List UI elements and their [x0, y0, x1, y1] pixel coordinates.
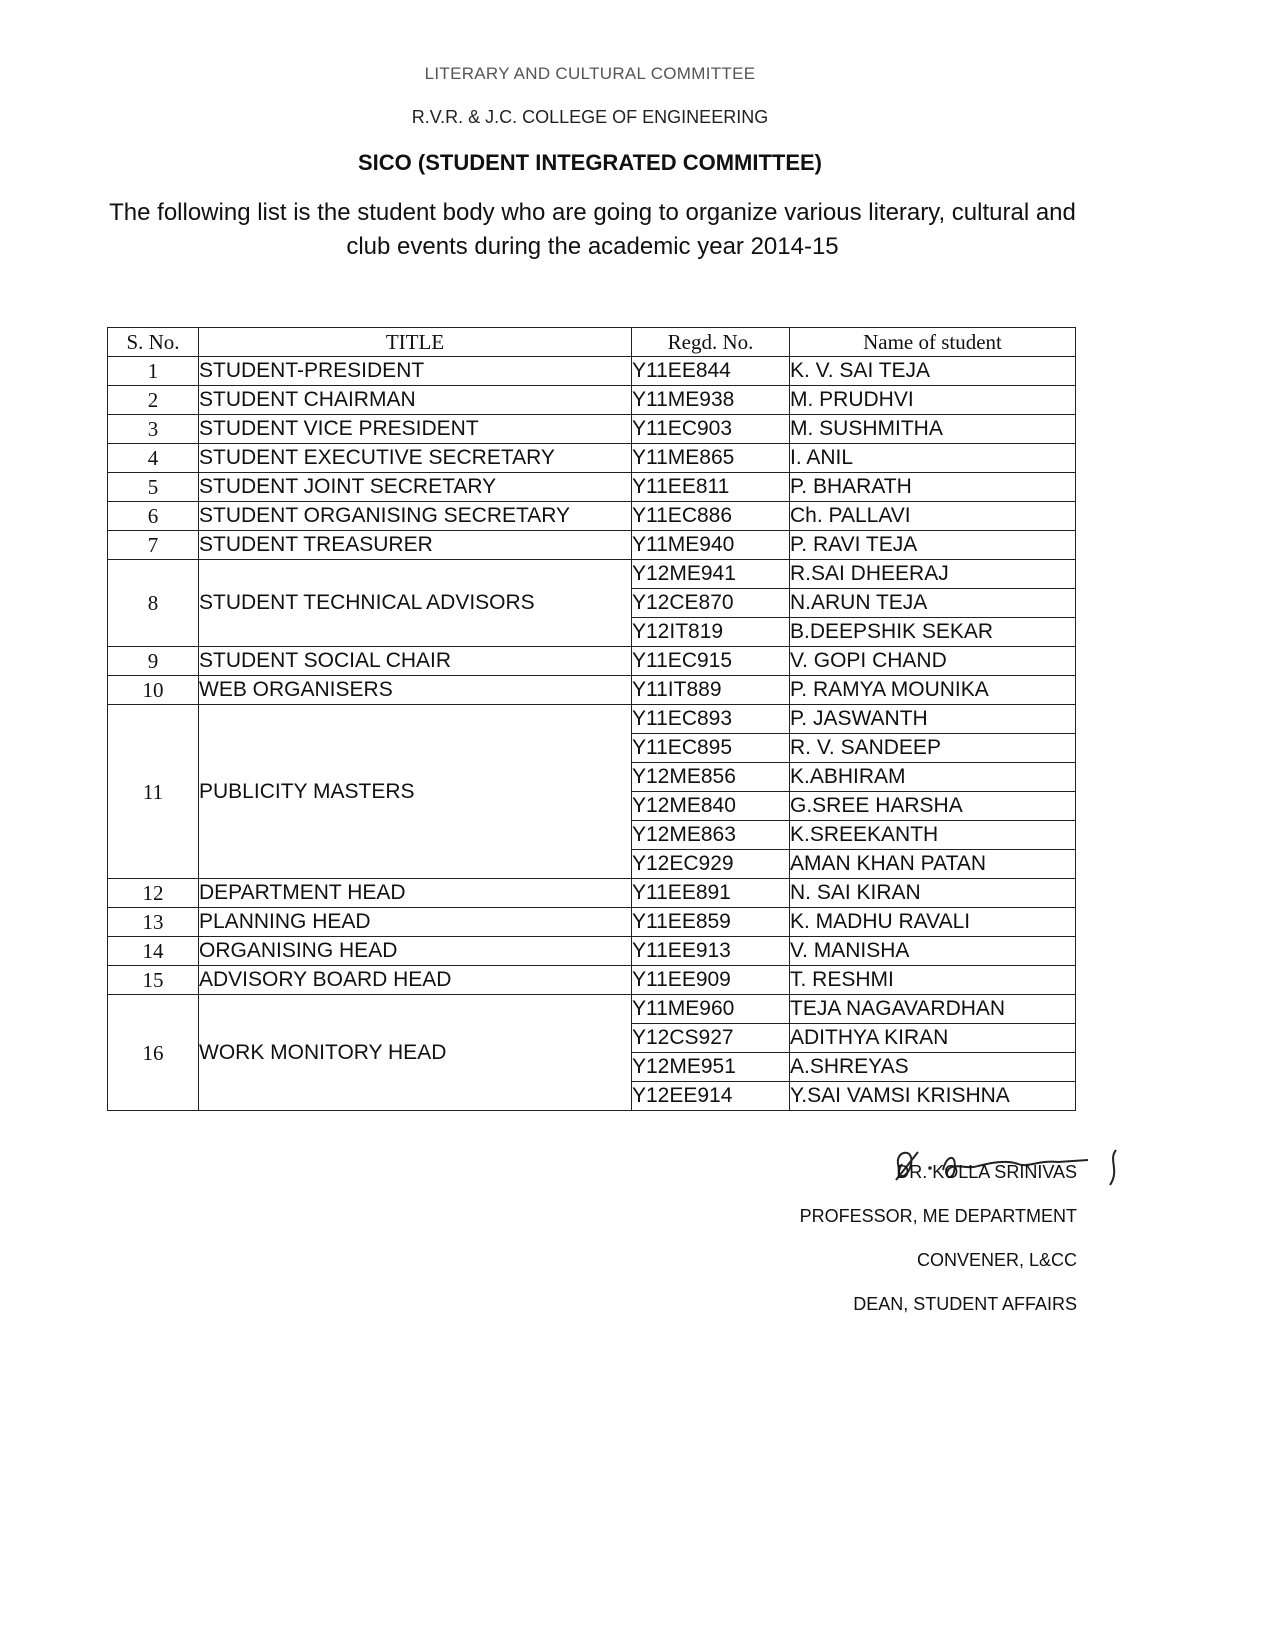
sno-cell: 1 [108, 357, 199, 386]
sno-cell: 6 [108, 502, 199, 531]
title-cell: STUDENT TREASURER [199, 531, 632, 560]
table-header-row [108, 328, 1076, 357]
title-cell: WEB ORGANISERS [199, 676, 632, 705]
regd-no-cell: Y11EE909 [632, 966, 790, 995]
title-cell: PUBLICITY MASTERS [199, 705, 632, 879]
student-name-cell: V. MANISHA [790, 937, 1076, 966]
student-name-cell: B.DEEPSHIK SEKAR [790, 618, 1076, 647]
title-cell: STUDENT CHAIRMAN [199, 386, 632, 415]
table-row [108, 937, 1076, 966]
table-row [108, 995, 1076, 1024]
sno-cell: 15 [108, 966, 199, 995]
title-cell: ADVISORY BOARD HEAD [199, 966, 632, 995]
table-row [108, 531, 1076, 560]
regd-no-cell: Y11IT889 [632, 676, 790, 705]
sno-cell: 9 [108, 647, 199, 676]
regd-no-cell: Y11EC903 [632, 415, 790, 444]
regd-no-cell: Y12CS927 [632, 1024, 790, 1053]
student-name-cell: Y.SAI VAMSI KRISHNA [790, 1082, 1076, 1111]
table-body [108, 357, 1076, 1111]
regd-no-cell: Y11EC893 [632, 705, 790, 734]
title-cell: STUDENT ORGANISING SECRETARY [199, 502, 632, 531]
table-row [108, 966, 1076, 995]
regd-no-cell: Y11EE913 [632, 937, 790, 966]
signatory-block [800, 1150, 1077, 1326]
student-name-cell: K.ABHIRAM [790, 763, 1076, 792]
title-cell: STUDENT TECHNICAL ADVISORS [199, 560, 632, 647]
signatory-designation: PROFESSOR, ME DEPARTMENT [799, 1206, 1077, 1226]
student-name-cell: ADITHYA KIRAN [790, 1024, 1076, 1053]
regd-no-cell: Y12EE914 [632, 1082, 790, 1111]
regd-no-cell: Y11ME960 [632, 995, 790, 1024]
student-name-cell: R.SAI DHEERAJ [790, 560, 1076, 589]
student-name-cell: P. JASWANTH [790, 705, 1076, 734]
student-name-cell: A.SHREYAS [790, 1053, 1076, 1082]
student-name-cell: K. V. SAI TEJA [790, 357, 1076, 386]
student-name-cell: AMAN KHAN PATAN [790, 850, 1076, 879]
regd-no-cell: Y12ME863 [632, 821, 790, 850]
college-heading: R.V.R. & J.C. COLLEGE OF ENGINEERING [411, 107, 769, 127]
title-cell: STUDENT VICE PRESIDENT [199, 415, 632, 444]
student-name-cell: K. MADHU RAVALI [790, 908, 1076, 937]
sno-cell: 5 [108, 473, 199, 502]
signatory-name: DR. KOLLA SRINIVAS [896, 1162, 1077, 1182]
sno-cell: 10 [108, 676, 199, 705]
regd-no-cell: Y11ME865 [632, 444, 790, 473]
table-row [108, 444, 1076, 473]
title-cell: STUDENT-PRESIDENT [199, 357, 632, 386]
regd-no-cell: Y12IT819 [632, 618, 790, 647]
student-name-cell: P. RAMYA MOUNIKA [790, 676, 1076, 705]
table-row [108, 705, 1076, 734]
table-row [108, 473, 1076, 502]
regd-no-cell: Y12ME951 [632, 1053, 790, 1082]
sno-cell: 16 [108, 995, 199, 1111]
regd-no-cell: Y11EE859 [632, 908, 790, 937]
student-name-cell: M. PRUDHVI [790, 386, 1076, 415]
table-row [108, 879, 1076, 908]
sno-cell: 4 [108, 444, 199, 473]
student-name-cell: I. ANIL [790, 444, 1076, 473]
page-title: SICO (STUDENT INTEGRATED COMMITTEE) [357, 150, 823, 175]
header-sno: S. No. [108, 328, 199, 357]
regd-no-cell: Y11EE891 [632, 879, 790, 908]
regd-no-cell: Y11EC915 [632, 647, 790, 676]
student-name-cell: P. RAVI TEJA [790, 531, 1076, 560]
sno-cell: 12 [108, 879, 199, 908]
regd-no-cell: Y11EC895 [632, 734, 790, 763]
title-cell: WORK MONITORY HEAD [199, 995, 632, 1111]
sno-cell: 11 [108, 705, 199, 879]
table-row [108, 676, 1076, 705]
student-name-cell: R. V. SANDEEP [790, 734, 1076, 763]
regd-no-cell: Y11EE811 [632, 473, 790, 502]
student-name-cell: M. SUSHMITHA [790, 415, 1076, 444]
regd-no-cell: Y11ME938 [632, 386, 790, 415]
regd-no-cell: Y11EC886 [632, 502, 790, 531]
sno-cell: 2 [108, 386, 199, 415]
table-row [108, 415, 1076, 444]
regd-no-cell: Y12ME941 [632, 560, 790, 589]
regd-no-cell: Y12CE870 [632, 589, 790, 618]
student-name-cell: T. RESHMI [790, 966, 1076, 995]
table-row [108, 357, 1076, 386]
regd-no-cell: Y11EE844 [632, 357, 790, 386]
header-student-name: Name of student [790, 328, 1076, 357]
sno-cell: 7 [108, 531, 199, 560]
table-row [108, 908, 1076, 937]
title-cell: STUDENT SOCIAL CHAIR [199, 647, 632, 676]
title-cell: STUDENT EXECUTIVE SECRETARY [199, 444, 632, 473]
regd-no-cell: Y11ME940 [632, 531, 790, 560]
title-cell: DEPARTMENT HEAD [199, 879, 632, 908]
student-body-table [107, 327, 1076, 1111]
committee-heading: LITERARY AND CULTURAL COMMITTEE [424, 64, 756, 83]
regd-no-cell: Y12EC929 [632, 850, 790, 879]
student-name-cell: N. SAI KIRAN [790, 879, 1076, 908]
regd-no-cell: Y12ME840 [632, 792, 790, 821]
regd-no-cell: Y12ME856 [632, 763, 790, 792]
student-name-cell: N.ARUN TEJA [790, 589, 1076, 618]
sno-cell: 13 [108, 908, 199, 937]
title-cell: ORGANISING HEAD [199, 937, 632, 966]
sno-cell: 14 [108, 937, 199, 966]
intro-paragraph: The following list is the student body who are going to organize various literary, cultural and club events during the academic year 2014-15 [109, 199, 1076, 260]
sno-cell: 8 [108, 560, 199, 647]
sno-cell: 3 [108, 415, 199, 444]
header-regd-no: Regd. No. [632, 328, 790, 357]
student-name-cell: K.SREEKANTH [790, 821, 1076, 850]
student-name-cell: Ch. PALLAVI [790, 502, 1076, 531]
signatory-role: CONVENER, L&CC [916, 1250, 1077, 1270]
student-name-cell: TEJA NAGAVARDHAN [790, 995, 1076, 1024]
header-title: TITLE [199, 328, 632, 357]
table-row [108, 386, 1076, 415]
signatory-office: DEAN, STUDENT AFFAIRS [853, 1294, 1077, 1314]
table-row [108, 560, 1076, 589]
table-row [108, 502, 1076, 531]
student-name-cell: P. BHARATH [790, 473, 1076, 502]
title-cell: PLANNING HEAD [199, 908, 632, 937]
student-name-cell: G.SREE HARSHA [790, 792, 1076, 821]
title-cell: STUDENT JOINT SECRETARY [199, 473, 632, 502]
student-name-cell: V. GOPI CHAND [790, 647, 1076, 676]
table-row [108, 647, 1076, 676]
